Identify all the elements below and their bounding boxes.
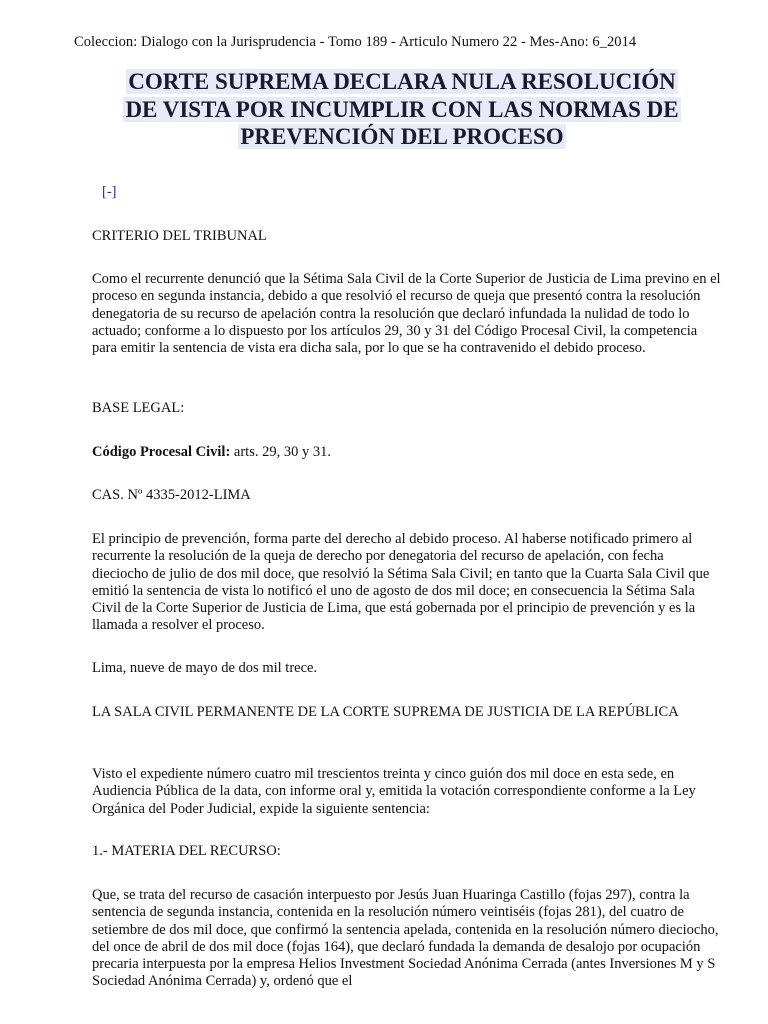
section-1-paragraph: Que, se trata del recurso de casación interpuesto por Jesús Juan Huaringa Castillo (fojas 297), contra la sentencia de segunda instancia, contenida en la resolución número veintiséis (fojas 281), del cuatro de setiembre de dos mil doce, que confirmó la sentencia apelada, contenida en la resolución número dieciocho, del once de abril de dos mil doce (fojas 164), que declaró fundada la demanda de desalojo por ocupación precaria interpuesta por la empresa Helios Investment Sociedad Anónima Cerrada (antes Inversiones M y S Sociedad Anónima Cerrada) y, ordenó que el — [92, 887, 719, 990]
collapse-toggle-link[interactable]: [-] — [102, 184, 117, 200]
title-line-3: PREVENCIÓN DEL PROCESO — [240, 124, 564, 149]
collection-header: Coleccion: Dialogo con la Jurisprudencia - Tomo 189 - Articulo Numero 22 - Mes-Ano: 6_2014 — [74, 34, 637, 50]
court-name: LA SALA CIVIL PERMANENTE DE LA CORTE SUPREMA DE JUSTICIA DE LA REPÚBLICA — [92, 704, 679, 720]
base-legal-heading: BASE LEGAL: — [92, 400, 185, 416]
code-articles: arts. 29, 30 y 31. — [230, 444, 331, 460]
code-label: Código Procesal Civil: — [92, 444, 231, 460]
section-1-heading: 1.- MATERIA DEL RECURSO: — [92, 843, 281, 859]
criterio-paragraph: Como el recurrente denunció que la Sétima Sala Civil de la Corte Superior de Justicia de Lima previno en el proceso en segunda instancia, debido a que resolvió el recurso de queja que presentó contra la resolución denegatoria de su recurso de apelación contra la resolución que declaró infundada la nulidad de todo lo actuado; conforme a lo dispuesto por los artículos 29, 30 y 31 del Código Procesal Civil, la competencia para emitir la sentencia de vista era dicha sala, por lo que se ha contravenido el debido proceso. — [92, 271, 721, 357]
document-title — [60, 68, 744, 151]
criterio-heading: CRITERIO DEL TRIBUNAL — [92, 228, 267, 244]
base-legal-code — [92, 444, 722, 461]
date-line: Lima, nueve de mayo de dos mil trece. — [92, 660, 318, 676]
cas-number: CAS. Nº 4335-2012-LIMA — [92, 487, 251, 503]
visto-paragraph: Visto el expediente número cuatro mil trescientos treinta y cinco guión dos mil doce en esta sede, en Audiencia Pública de la data, con informe oral y, emitida la votación correspondiente conforme a la Ley Orgánica del Poder Judicial, expide la siguiente sentencia: — [92, 766, 696, 817]
title-line-2: DE VISTA POR INCUMPLIR CON LAS NORMAS DE — [125, 96, 679, 122]
summary-paragraph: El principio de prevención, forma parte del derecho al debido proceso. Al haberse notificado primero al recurrente la resolución de la queja de derecho por denegatoria del recurso de apelación, con fecha dieciocho de julio de dos mil doce, que resolvió la Sétima Sala Civil; en tanto que la Cuarta Sala Civil que emitió la sentencia de vista lo notificó el uno de agosto de dos mil doce; en consecuencia la Sétima Sala Civil de la Corte Superior de Justicia de Lima, que está gobernada por el principio de prevención y es la llamada a resolver el proceso. — [92, 531, 710, 634]
title-line-1: CORTE SUPREMA DECLARA NULA RESOLUCIÓN — [128, 69, 676, 94]
